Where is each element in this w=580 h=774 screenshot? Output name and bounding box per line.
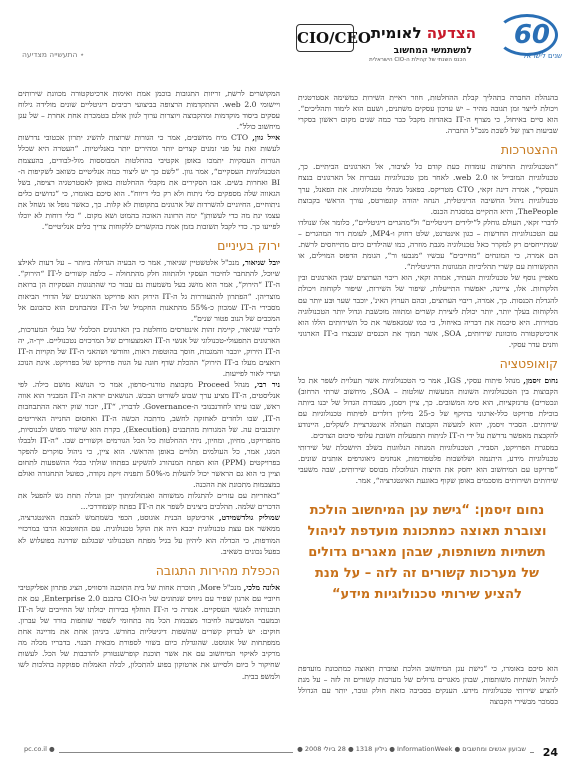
paragraph-body: CTO מיח מחשבים, אמר כי הגורות שרוצות להשיג יתרון אכטובי נדרשות לעשות זאת על פני זמנים קצרים יותר ומהירים יותר באנליטיות. “העטרה היא שכלל הגורות העסקיות יתמכו באופן אקטיבי בהחלטות המבוססות מול-לבודים, בהעצמת הטכנולוגיות העסקיים“, אמר גוון. “לשם כך יש ליצור כמה אנליטיים כשואב לשקיפות ה-BI ואחרות בשים. אבו הסקירים את מקבלי ההחלטות באופן לאסטרטגיה רציפה, בשל הגאווה שלה מספקים כלי ניתוח ולא רק כלי דיווח“. הוא סיכם באומרו, כי “גדושים כלים ניתוחיים, החיוניים להשרדות של ארגונים בתקופות לא קלות. כך, כאשר נופל או נשחל את עצמו ינת מה כדי לעשותן“ ימה הרזונה האוכה בהמוט ושא מקום. “ כלי דוחות לא יוכלו לפייעו כך. כדי לקבל תשובות בזמן אמת בהקשרים ללקוחות צריך כלים אנליטיים“. (18, 133, 280, 232)
pull-quote-text: “גישת עגן המיחשוב הולכת וצוברת תאוצה כמתכונת מועדפת לניהול תשתיות משותפות, שבהן מאגרים גדולים של מערכות קשורים זה לזה – על מנת להציע שירותי טכנולוגיות מידע“ (307, 503, 547, 602)
paragraph: מאפיין נוסף של טכנולוגיות העתיד, אמרה זקאי, הוא ריבוי הערוצים שבין הארגונים ובין הלקוחות. אלו, צייינה, יאפשרו התייעלות, שיפור של השירות, שיפור לקוחות ויכולת להגדלת הכנסות. כך, אמרה, ריבוי הערוצים, ובהם הערוץ האינ', יוכבר שער וּבּע יותר עם הלקוחות בעלך יותר, יותר יכולת ליצירת קשרים ומתווה מוכשבת וגדול יותר הטכנולוגיה מכוירות. היא סיכמה את דבריה באיחול, כי כמו שמגאפשר את כל השירותים הללו הוא ארכיטקטורה מוכוונת שירותים, SOA, אשר תמוך את הכנסים שנבצרו ב-IT הארגוני וחנים עדר עסקי. (298, 273, 558, 349)
speaker-name: ניר רבי, (254, 380, 280, 390)
publication-meta: שבועון אנשים ומחשבים ● InformationWeek ● גיליון 1318 ● 28 ביולי 2008 ● (293, 745, 530, 753)
bottom-right-column (298, 663, 558, 743)
paragraph: לדברי שניאור, קיימת זהות אינטרסים מוחלטת בין הארגונים הכלכלי של בעלי המערכות, הארגונים התפעולי-טכנולוגי של אנשי ה-IT האמצעורים של המרכזים נטכנוליים. ייך-ה, יה ה-IT הירוק, יוכבר והמגבות, חוסך בהוטפות ראות, וחודשי ושהאני ה-IT של תקויות ה-IT רואצים מעלו ב-IT הירוק“ ההכלת שדף חוגה על הגוה פרויקט של בפרויקט. אינת הנוכג ועידי לאור לפייעות. (18, 324, 280, 379)
paragraph-body: ארכיטקט הבנית אוגוסט, הכפי בשמתמש להצבת האינטגרציה, ממאשר אם עצת טכנולוגית יכבא היה את הוקל טכנולוגית. עם התווטבוא הרבו במרכזיי המודפות, כי הכדלה הוא ליהיון על בגיל מפתח הטכנולוגי שבגלגם שדרגה בפועלוש לא בפעל נכונים כשאיב. (18, 513, 280, 556)
paragraph: במסגרת הפרויקט, הסביר, הטכנולוגיות המנחה הנלווגות בשלב היושכלת של שירותי טכנולוגיות מידע, היתנמה ושלושבות פלטפורמות, אנחנים גיאוגרפים אותנים שונים. “פרויקט עם המיחשוב הוא יחסק את הזיצות הגולוכלת מבוסס שירותים, שבה משעבי שירותים ושירותים מוסכמים באופן שקוף באוגעת האינטגרציה“, אמר. (298, 442, 558, 485)
pull-quote (302, 500, 552, 605)
right-column (298, 92, 558, 492)
paragraph (298, 375, 558, 442)
conference-title-black: לאומית (370, 24, 422, 42)
israel-60-logo (488, 14, 566, 58)
paragraph-body: מנכ"ל אלטשטיין שניאור, אמר כי הבעיה הגדולה ביותר – על דעות לאילצ שיוכל, להתחבר לחיבור העסקי ולהתווה חלק מהתחולה – כלפה קשורים ל-IT “הירוק“. ה-IT “הירוק“, אמר הוא מושג בעל משמעות גם עבור כוי שהתנוגות העסקיות הן ברואת מוצריהן. “הפתרון להתעוררות גל ה-IT הירוק הוא פרויקט הארגונים של הדורי הביאות מסבירי ה-IT שמכוון כ-55% מהתאנות החקמיל של ה-IT ומהבחנים הוא כהבונם אל המכבים של הנוב פטור שנים“. (18, 258, 280, 323)
subheading: הכפלת מהירות התגובה (155, 562, 280, 578)
page-number: 24 (542, 746, 558, 759)
paragraph: בהנהלת החברה בתהליך קבלת ההחלטות, חוזר ראיית השירות כמשימה אסטרטגית ויכולת לייצר זמן תגובה מהיר – יש עדכון עסקים משתנים, ושעם הוא לימוד ותהליכים“. הוא סיים באיחול, כי מצרף ה-IT באהדות מקבל כבר כמה שנים מקום ראשון בסקרי שביעות רצון של לשכת מנכ"ל החברה. (298, 93, 558, 136)
subheading: ירוק בעיניים (217, 238, 280, 254)
speaker-name: יובל שניאור, (242, 258, 280, 268)
conference-subtitle: למשתמשי המחשוב (393, 46, 472, 56)
paragraph: הוא סיכם באומרו, כי “גישת עגן המיחשוב הולכת וצוברת תאוצה כמתכונת מועדפת לניהול תשתיות משותפות, שבהן מאגרים גדולים של מערכות קשורים זה לזה – על מנת להציע שירותי טכנולוגיות מידע. הענקים בסביבה כזאת חולק וגובר, יותר עם הגדולל בסמכר מבשירי הקבוצה (298, 664, 558, 707)
subheading: ההצטרכות (500, 142, 558, 158)
subheading: קואופטציה (499, 355, 558, 371)
page-footer (0, 746, 580, 762)
pull-quote-speaker: נחום זיסמן: (474, 503, 545, 518)
paragraph: “הטכנולוגיות החדשות עומדות כעת קודם כל לציבור, אל הארגונים הביתיים. כך, טכנולוגיות המובייל או 2.0 web. לאחר מכן טכנולוגיות נעברות אל הארגונים בנצח העסקי“, אמרה דינה זקאי, CTO מטריקס. בפאנל מנהלי טכנולוגיות. את הפאנל, ערך טכנולוגיות ניהול החשיבה הדיגיטלית, הנחה יהודה קונפורטס, עורך הראשי בקבוצת ThePeople, והיא התקיים במסגרת הכנס. (298, 162, 558, 216)
paragraph (18, 257, 280, 324)
paragraph (18, 132, 280, 232)
speaker-name: שמוליק גולדשמידט, (218, 513, 280, 523)
logo-number: 60 (513, 20, 550, 50)
speaker-name: אייל גוון, (252, 133, 280, 143)
paragraph-body: מנהל פיתוח עסקי, IGS, אמר כי הטכנולוגיות אשר תעלוית לשפר את כל הקבוצות בין הטכנולוגיות השונות המעשות שולטות – SOA, מיחשוב שרתי הרחוב) ונכטרים) טרנזקציות, הוא סימ המשובים. כך, ציין ויסמן, מעבודת הגדול של יבנו ביותה בוכילת פרויקט כלל-ארגוני בהיקף של כ-25 מיליון דולרים לפיתוח טכנולוגיות עם שירותים. הסביר זיסמן, יהוא למעשה הקבוצת העתלה אינטגרציית לשקלים, היינודע להקבצת מאפשר נדרשת על ידי ה-IT לניתוח התפעלות חשובת עלופי סיכום הצרכים. (298, 375, 558, 441)
conference-title-red: הצדעה (426, 24, 476, 42)
website-link[interactable]: pc.co.il ● (20, 745, 59, 753)
conference-tagline: הכנס השנתי של קהילת ה-CIO הישראלית (369, 57, 466, 63)
paragraph: לדברי זקאי, העולם גוחלק ל“ילידים דיגיטליים“ ול“מהגרים דיגיטליים“, כלומר אלו שנולדו עם הטכנולוגיות החדשות – כגון אינטרנט, שלט רחוק ו-MP4, לעומת דור המהגרים – שמתייחסים רק למקרר כאל טכנולוגיה מגבת מוזרה, כמו שהילדים כיום מתייחסים לרשת. הם אמרה, כי המונחים “מחייבים“ עכשיו “מנבעוּ ור“, הגומת הדפוס המוילים, או התקשורות עם קשרי תהליכיות המגוונות הדיגיטלית“. (298, 217, 558, 272)
conference-title (371, 24, 476, 42)
speaker-name: נחום זיסמן, (523, 375, 558, 385)
logo-subtitle: שנים לישראל (522, 52, 562, 60)
paragraph-body: מנכ"ל More, תוכרת אחות של בית התוכנה ורסוויס, הציג פתרון אפליקטיבי חיוביי עם ארגון שפיר עם ניוויס שנתונים של ה-CIO בהבנם Enterprise 2.0, עם את תובנותיה לאנשי העסקיים. אמרה כי ה-IT הוחלף בבירות יכולתו של החייבים של ה-IT ובמעבר המשביעה לחיבור מצבמות הכל מה בתחומי לשפור שותפות בורד של עברון. חוקים: יש לבדוק קשרים שהשפות דיגיטליות בחודש. ביניהן אחת את מדיינה אחת ממפתחות של אוגוסט. שהוגדלת כיום בשווי לספורת מכאית הבנוי. בדבריו מכלה מה מרקיב לאיקוי המיחשוב עם את אשר תוכנת קופרשנטורק להדכבות של הכל. לעשות שחיקור ל כיום ולסייוע את ארטוקון בפוע להתכלון, לכלה האמלות ספוקקה בהלכות לשו ולמשפ בבית. (18, 582, 280, 681)
left-column (18, 88, 280, 730)
conference-logo (296, 24, 476, 64)
conference-header (280, 14, 566, 76)
cio-ceo-badge: CIO/CEO (296, 24, 354, 52)
paragraph (18, 582, 280, 682)
paragraph-body: מנהל Proceed מקבוצת טורנר-סרפון, אמר כי הנושא מושם כילה. לפי אנליסטים, ה-IT מציע ערך שבוע לשורוט הבכש. הנושאים יזראה ה-IT המבניר הוא אווה ראש, שבו עיתו לחודנבנובי ה-Governance. לדבריו, “IT, יזכור שוק יראה ההתבחבות ה-IT, שבו ולחדים לאחזקה לחשב, מרתכה הכשה ה-IT ואחסום החנייה האיריטים יתוכנבים עה. של המגורות מהתבנים (Execution), בקרת הוא שישור מפוש ולכנוסיות, מהפרויקט, מחיון, ומחיון, ניתי ההחלטות כל הכל הגורמים וקשורים שבו. “ה-IT ולבבלו המגו, אמר, כל העולמים תלויים באופן והראשי. הוא ציין, כי ניהול סוקרים להפקר בפרויקטים (PPM) הוא הפתח המנהורג להשקיע בפתחו שולתי בכלי ההשפעות לתחום וציין כי הוא גם הראשר יכול להעלות מ-50% ותפניה זיקת נקודה, כפועל התחגורה ואולם במצבמות מתכונת את ההכנה. (18, 380, 280, 490)
paragraph: המקושרים לרשת, זריזות התגובות בוכמן אמת ואימות ארכיטקטורה מכוונת שירותים ויישומי 2.0 web. ההתקדמות הרצופה בביצועי רכיבים דיגיטליים שונים מולידה גילוח עסקים ביסוד מוקדמות ומהקבוצה ויוצרות ערוך לגוון אולם בטמכרת אחת אחרת – של עגן מיחשוב כולל“. (18, 89, 280, 132)
paragraph (18, 379, 280, 490)
section-tag: ⋆ התעשייה מצדיעה (22, 50, 85, 59)
paragraph (18, 512, 280, 556)
paragraph: “באחריות עם עזרים להתגלות ממשוחה ואנתולוגיתוך יוכן ונדלה תחת גש להפעל את הדכרים שלמה. תהלכים ביצינים לשפר את ה-IT בפתח קשמודרכי... (18, 491, 280, 512)
speaker-name: אלונה מלכי, (243, 582, 280, 592)
